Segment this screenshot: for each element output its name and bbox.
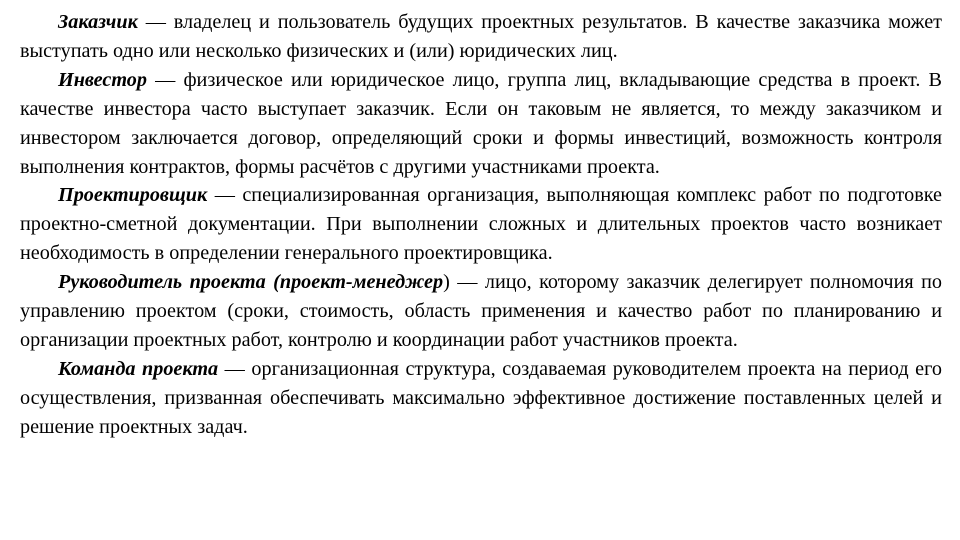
definition-customer: — владелец и пользователь будущих проектных результатов. В качестве заказчика может выступать одно или несколько физических и (или) юридических лиц. <box>20 11 942 62</box>
definition-investor: — физическое или юридическое лицо, группа лиц, вкладывающие средства в проект. В качестве инвестора часто выступает заказчик. Если он таковым не является, то между заказчиком и инвестором заключается договор, определяющий сроки и формы инвестиций, возможность контроля выполнения контрактов, формы расчётов с другими участниками проекта. <box>20 68 942 178</box>
paragraph-project-manager <box>20 268 942 355</box>
paragraph-project-team <box>20 355 942 442</box>
term-project-team: Команда проекта <box>58 357 219 380</box>
definition-project-team: — организационная структура, создаваемая руководителем проекта на период его осуществления, призванная обеспечивать максимально эффективное достижение поставленных целей и решение проектных задач. <box>20 357 943 438</box>
paragraph-investor <box>20 66 942 182</box>
definition-project-manager: ) — лицо, которому заказчик делегирует полномочия по управлению проектом (сроки, стоимость, область применения и качество работ по планированию и организации проектных работ, контролю и координации работ участников проекта. <box>20 271 942 351</box>
term-customer: Заказчик <box>58 11 138 33</box>
term-designer: Проектировщик <box>58 184 208 207</box>
definition-designer: — специализированная организация, выполняющая комплекс работ по подготовке проектно-сметной документации. При выполнении сложных и длительных проектов часто возникает необходимость в определении генерального проектировщика. <box>20 184 942 265</box>
term-project-manager: Руководитель проекта (проект-менеджер <box>58 271 444 294</box>
document-body <box>20 8 942 442</box>
paragraph-designer <box>20 181 942 268</box>
paragraph-customer <box>20 8 942 66</box>
term-investor: Инвестор <box>58 68 147 91</box>
